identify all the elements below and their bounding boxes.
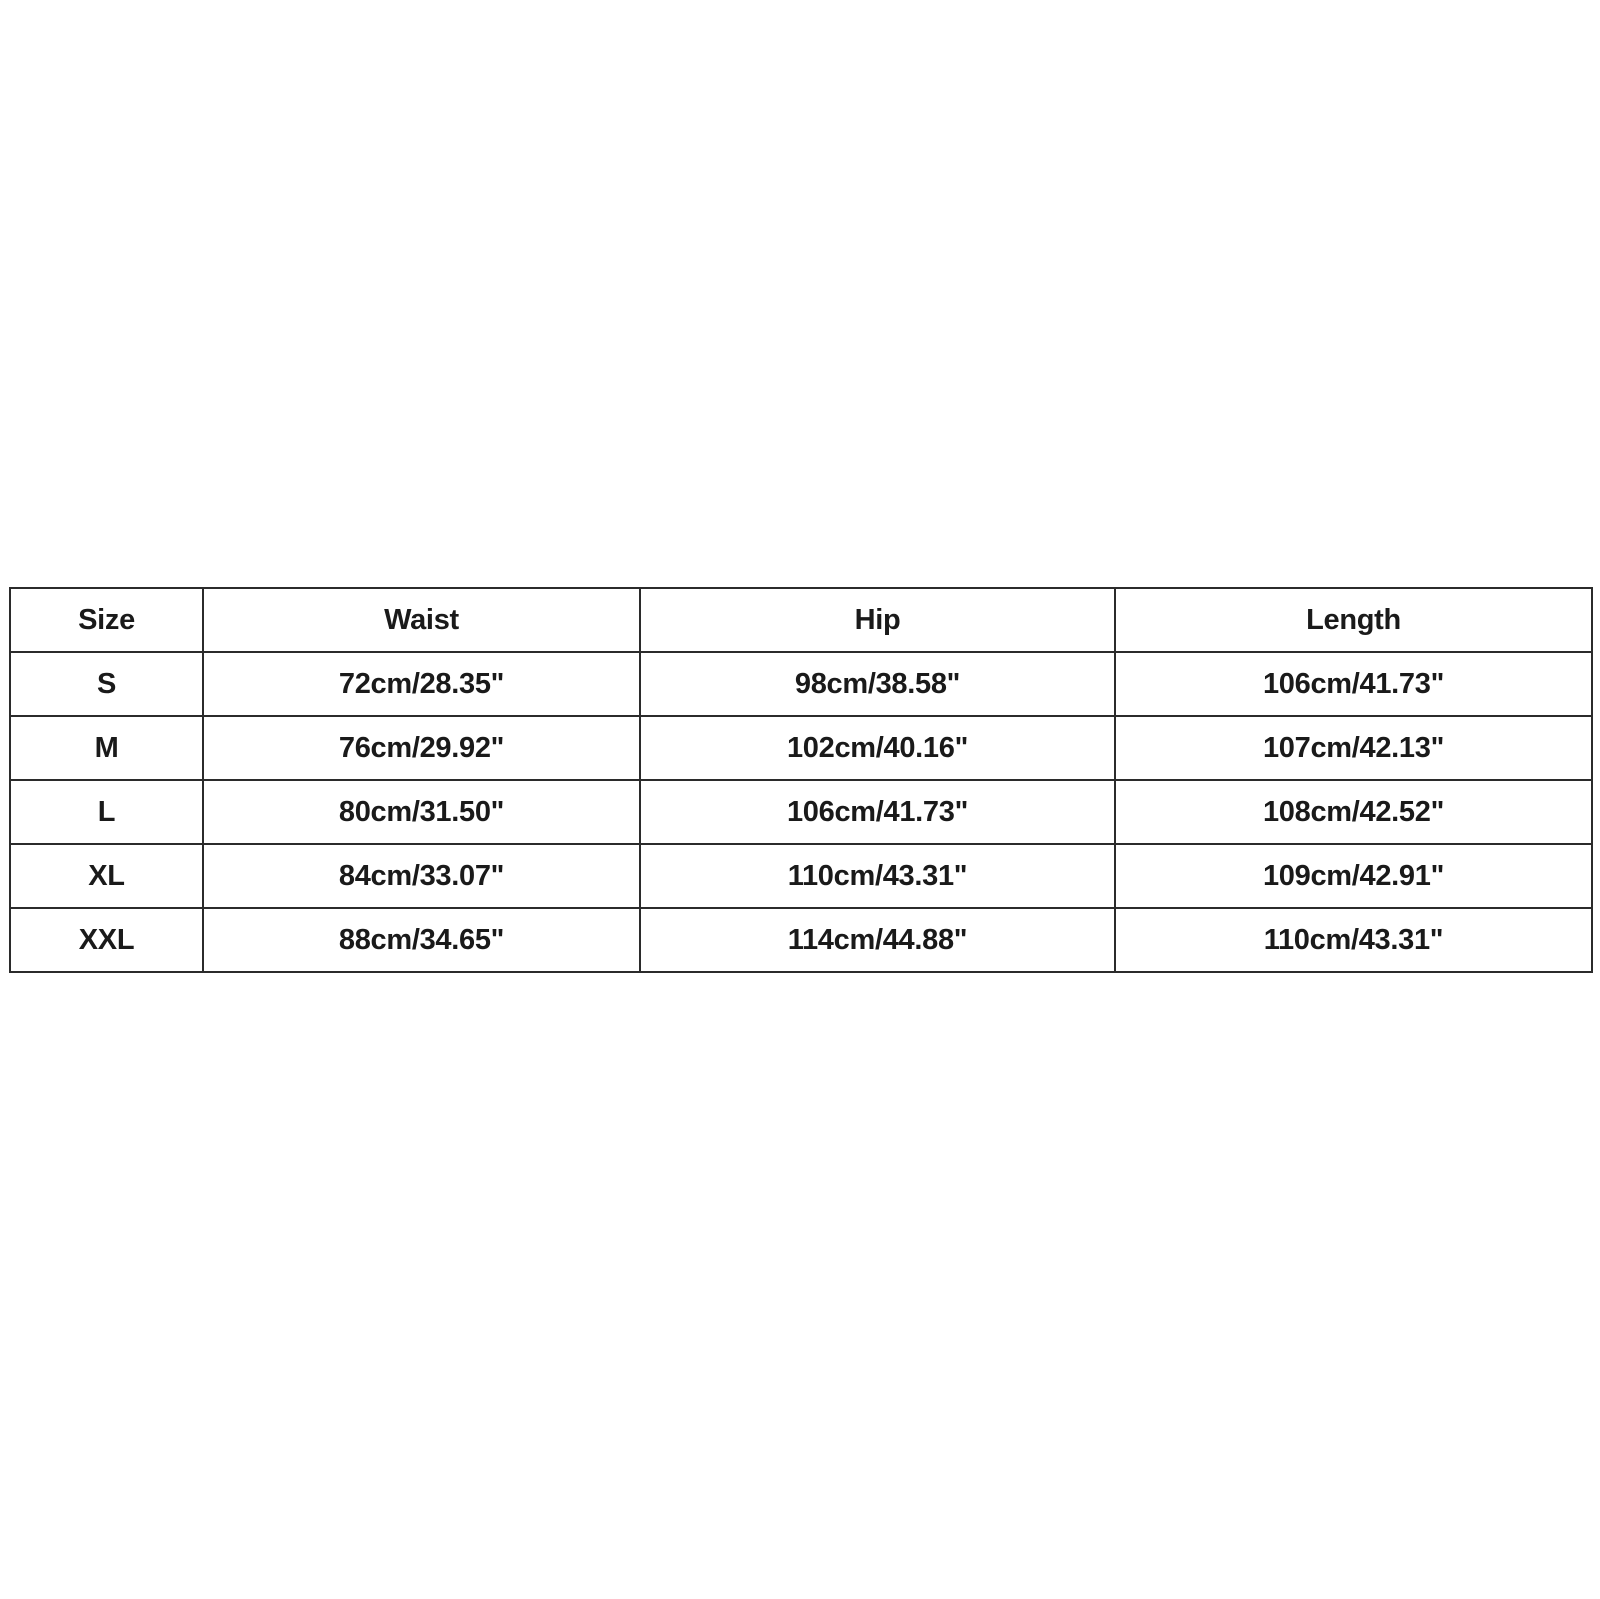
header-hip: Hip [640,588,1115,652]
hip-cell: 98cm/38.58" [640,652,1115,716]
hip-cell: 114cm/44.88" [640,908,1115,972]
size-cell: S [10,652,203,716]
size-chart-table [9,587,1593,973]
header-waist: Waist [203,588,640,652]
waist-cell: 72cm/28.35" [203,652,640,716]
length-cell: 109cm/42.91" [1115,844,1592,908]
hip-cell: 106cm/41.73" [640,780,1115,844]
waist-cell: 88cm/34.65" [203,908,640,972]
header-size: Size [10,588,203,652]
table-row [10,908,1592,972]
size-cell: L [10,780,203,844]
length-cell: 110cm/43.31" [1115,908,1592,972]
header-row [10,588,1592,652]
hip-cell: 110cm/43.31" [640,844,1115,908]
length-cell: 107cm/42.13" [1115,716,1592,780]
hip-cell: 102cm/40.16" [640,716,1115,780]
length-cell: 108cm/42.52" [1115,780,1592,844]
waist-cell: 80cm/31.50" [203,780,640,844]
table-row [10,780,1592,844]
length-cell: 106cm/41.73" [1115,652,1592,716]
size-cell: XL [10,844,203,908]
table-row [10,844,1592,908]
size-cell: M [10,716,203,780]
table-row [10,652,1592,716]
size-cell: XXL [10,908,203,972]
table-row [10,716,1592,780]
waist-cell: 76cm/29.92" [203,716,640,780]
waist-cell: 84cm/33.07" [203,844,640,908]
header-length: Length [1115,588,1592,652]
